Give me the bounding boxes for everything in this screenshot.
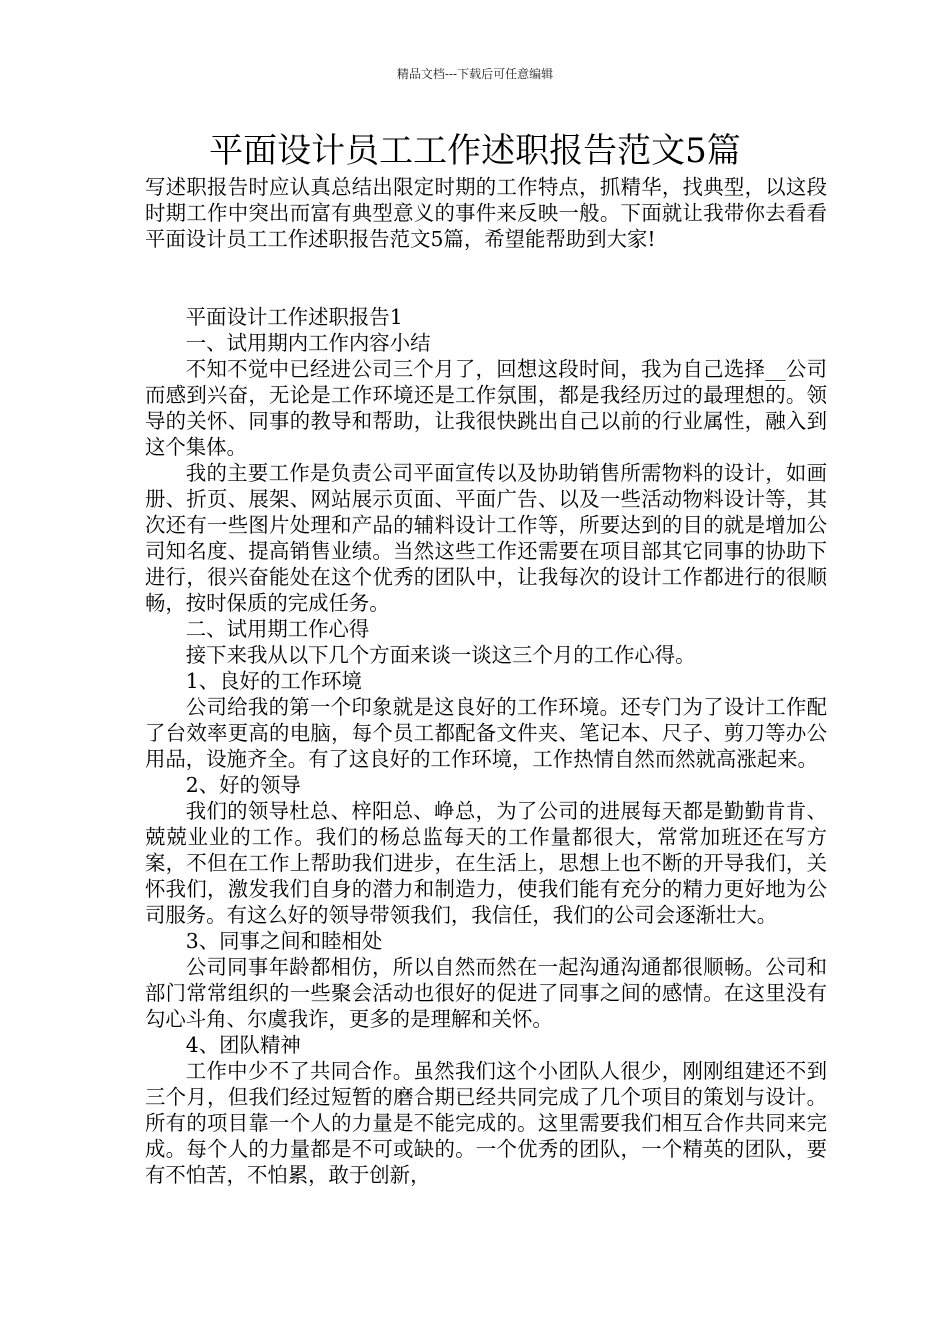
paragraph: 不知不觉中已经进公司三个月了，回想这段时间，我为自己选择__公司而感到兴奋，无论是工作环境还是工作氛围，都是我经历过的最理想的。领导的关怀、同事的教导和帮助，让我很快跳出自己以前的行业属性，融入到这个集体。 xyxy=(145,357,827,459)
paragraph: 接下来我从以下几个方面来谈一谈这三个月的工作心得。 xyxy=(185,643,696,667)
paragraph-gap xyxy=(145,252,827,304)
intro-paragraph: 写述职报告时应认真总结出限定时期的工作特点，抓精华，找典型，以这段时期工作中突出而富有典型意义的事件来反映一般。下面就让我带你去看看平面设计员工工作述职报告范文5篇，希望能帮助到大家! xyxy=(145,175,827,251)
paragraph: 公司同事年龄都相仿，所以自然而然在一起沟通沟通都很顺畅。公司和部门常常组织的一些聚会活动也很好的促进了同事之间的感情。在这里没有勾心斗角、尔虞我诈，更多的是理解和关怀。 xyxy=(145,955,827,1031)
paragraph: 工作中少不了共同合作。虽然我们这个小团队人很少，刚刚组建还不到三个月，但我们经过短暂的磨合期已经共同完成了几个项目的策划与设计。所有的项目靠一个人的力量是不能完成的。这里需要我们相互合作共同来完成。每个人的力量都是不可或缺的。一个优秀的团队，一个精英的团队，要有不怕苦，不怕累，敢于创新， xyxy=(145,1059,827,1187)
subheading-4: 4、团队精神 xyxy=(185,1033,301,1057)
subheading-2: 2、好的领导 xyxy=(185,773,301,797)
subheading-1: 1、良好的工作环境 xyxy=(185,669,362,693)
section-heading-1: 一、试用期内工作内容小结 xyxy=(185,331,431,355)
paragraph: 公司给我的第一个印象就是这良好的工作环境。还专门为了设计工作配了台效率更高的电脑，每个员工都配备文件夹、笔记本、尺子、剪刀等办公用品，设施齐全。有了这良好的工作环境，工作热情自然而然就高涨起来。 xyxy=(145,695,827,771)
paragraph: 我们的领导杜总、梓阳总、峥总，为了公司的进展每天都是勤勤肯肯、兢兢业业的工作。我们的杨总监每天的工作量都很大，常常加班还在写方案，不但在工作上帮助我们进步，在生活上，思想上也不断的开导我们，关怀我们，激发我们自身的潜力和制造力，使我们能有充分的精力更好地为公司服务。有这么好的领导带领我们，我信任，我们的公司会逐渐壮大。 xyxy=(145,799,827,927)
report-title: 平面设计工作述职报告1 xyxy=(185,305,403,329)
section-heading-2: 二、试用期工作心得 xyxy=(185,617,370,641)
page-header: 精品文档---下载后可任意编辑 xyxy=(396,67,554,81)
paragraph: 我的主要工作是负责公司平面宣传以及协助销售所需物料的设计，如画册、折页、展架、网站展示页面、平面广告、以及一些活动物料设计等，其次还有一些图片处理和产品的辅料设计工作等，所要达到的目的就是增加公司知名度、提高销售业绩。当然这些工作还需要在项目部其它同事的协助下进行，很兴奋能处在这个优秀的团队中，让我每次的设计工作都进行的很顺畅，按时保质的完成任务。 xyxy=(145,461,827,615)
document-body xyxy=(145,174,827,1188)
document-title: 平面设计员工工作述职报告范文5篇 xyxy=(209,131,741,171)
subheading-3: 3、同事之间和睦相处 xyxy=(185,929,383,953)
